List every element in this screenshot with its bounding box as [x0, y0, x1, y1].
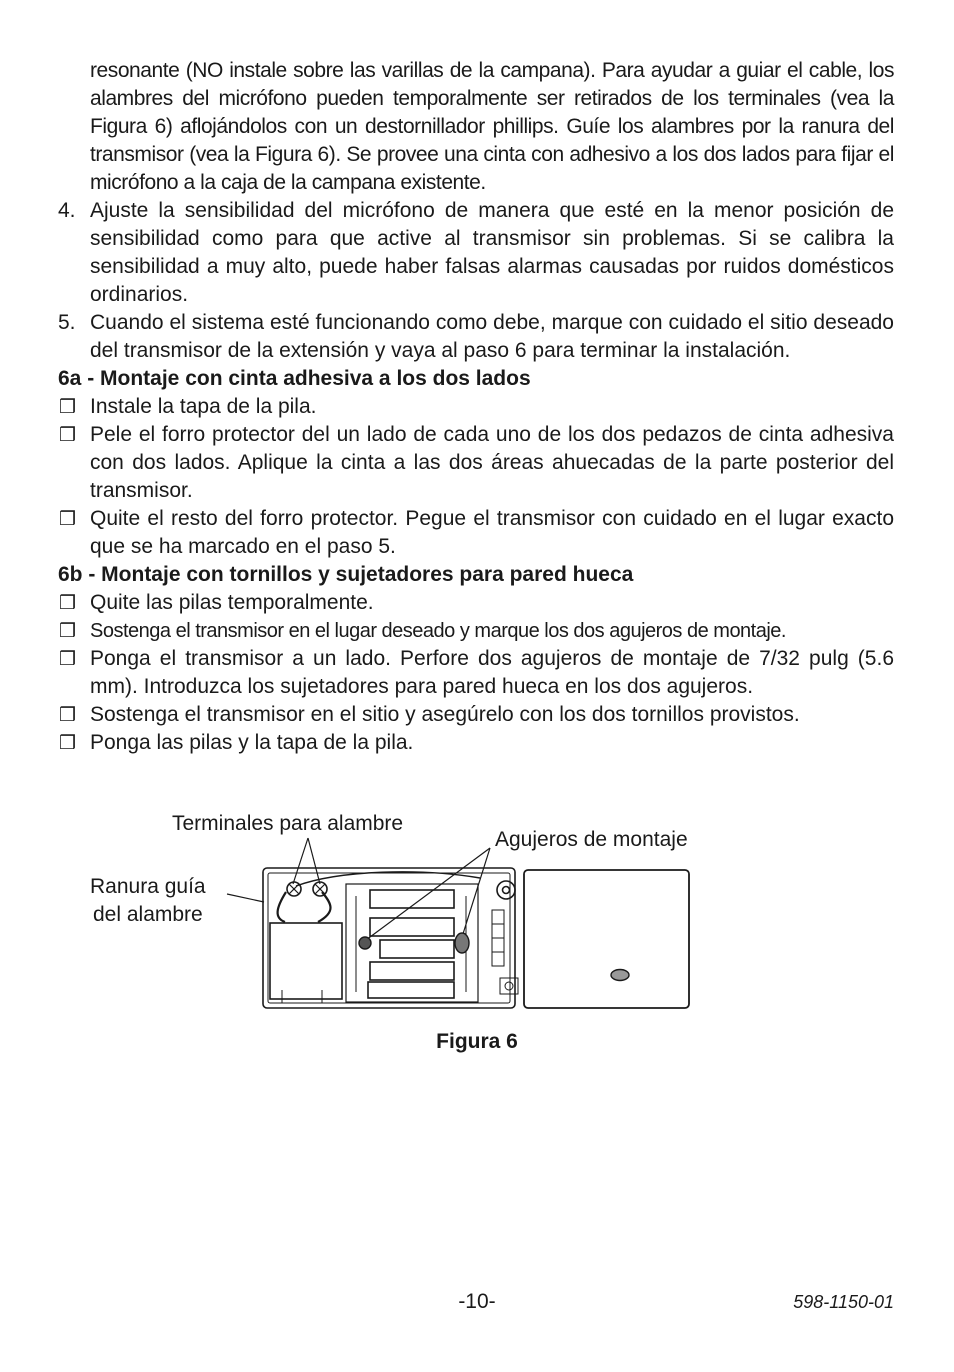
checklist-text: Quite el resto del forro protector. Pegue el transmisor con cuidado en el lugar exacto que se ha marcado en el paso 5.	[90, 507, 894, 558]
mounting-hole	[359, 937, 371, 949]
checklist-text: Sostenga el transmisor en el lugar deseado y marque los dos agujeros de montaje.	[90, 620, 786, 642]
battery	[368, 982, 454, 998]
step-number: 4.	[58, 199, 76, 222]
wire-slot-label-line1: Ranura guía	[90, 875, 206, 898]
checklist-item	[58, 421, 894, 505]
checklist-item	[58, 589, 894, 617]
round-component	[497, 881, 515, 899]
microphone-wire	[278, 892, 286, 922]
checkbox-icon: ❒	[59, 649, 77, 670]
terminals-label: Terminales para alambre	[172, 812, 404, 835]
checklist-text: Ponga las pilas y la tapa de la pila.	[90, 731, 414, 754]
slot-leader-line	[227, 894, 264, 902]
checklist-text: Instale la tapa de la pila.	[90, 395, 317, 418]
checklist-item	[58, 701, 894, 729]
terminal-leader-line	[293, 838, 308, 884]
checkbox-icon: ❒	[59, 509, 77, 530]
checklist-text: Ponga el transmisor a un lado. Perfore dos agujeros de montaje de 7/32 pulg (5.6 mm). Introduzca los sujetadores para pared hueca en los dos agujeros.	[90, 647, 894, 698]
step-5	[58, 309, 894, 365]
section-6b-heading: 6b - Montaje con tornillos y sujetadores para pared hueca	[58, 563, 634, 586]
step-number: 5.	[58, 311, 76, 334]
checklist-item	[58, 645, 894, 701]
figure-caption: Figura 6	[436, 1030, 518, 1053]
checkbox-icon: ❒	[59, 397, 77, 418]
instructions-body	[58, 57, 894, 757]
step-text: Ajuste la sensibilidad del micrófono de manera que esté en la menor posición de sensibilidad como para que active al transmisor sin problemas. Si se calibra la sensibilidad a muy alto, puede haber falsas alarmas causadas por ruidos domésticos ordinarios.	[90, 199, 894, 306]
document-code: 598-1150-01	[793, 1292, 894, 1312]
checklist-text: Quite las pilas temporalmente.	[90, 591, 374, 614]
cover-latch	[611, 970, 629, 981]
housing-inner-edge	[268, 873, 510, 1003]
section-6a-heading: 6a - Montaje con cinta adhesiva a los dos lados	[58, 367, 531, 390]
checklist-text: Pele el forro protector del un lado de cada uno de los dos pedazos de cinta adhesiva con dos lados. Aplique la cinta a las dos áreas ahuecadas de la parte posterior del transmisor.	[90, 423, 894, 502]
mounting-hole	[455, 933, 469, 953]
checklist-item	[58, 729, 894, 757]
battery	[380, 940, 454, 958]
battery	[370, 962, 454, 980]
page-number: -10-	[458, 1290, 496, 1313]
mounting-holes-label: Agujeros de montaje	[495, 828, 688, 851]
continuation-paragraph: resonante (NO instale sobre las varillas de la campana). Para ayudar a guiar el cable, los alambres del micrófono pueden temporalmente ser retirados de los terminales (vea la Figura 6) aflojándolos con un destornillador phillips. Guíe los alambres por la ranura del transmisor (vea la Figura 6). Se provee una cinta con adhesivo a los dos lados para fijar el micrófono a la caja de la campana existente.	[90, 59, 894, 194]
step-text: Cuando el sistema esté funcionando como debe, marque con cuidado el sitio deseado del transmisor de la extensión y vaya al paso 6 para terminar la instalación.	[90, 311, 894, 362]
checkbox-icon: ❒	[59, 733, 77, 754]
wire-slot-label-line2: del alambre	[93, 903, 203, 926]
hole-leader-line	[366, 848, 490, 940]
checkbox-icon: ❒	[59, 425, 77, 446]
step-4	[58, 197, 894, 309]
checkbox-icon: ❒	[59, 621, 77, 642]
checklist-item	[58, 617, 894, 645]
checklist-item	[58, 505, 894, 561]
checkbox-icon: ❒	[59, 705, 77, 726]
checklist-text: Sostenga el transmisor en el sitio y asegúrelo con los dos tornillos provistos.	[90, 703, 800, 726]
battery-cover	[524, 870, 689, 1008]
checklist-item	[58, 393, 894, 421]
microphone-block	[270, 923, 342, 999]
terminal-leader-line	[308, 838, 320, 884]
checkbox-icon: ❒	[59, 593, 77, 614]
